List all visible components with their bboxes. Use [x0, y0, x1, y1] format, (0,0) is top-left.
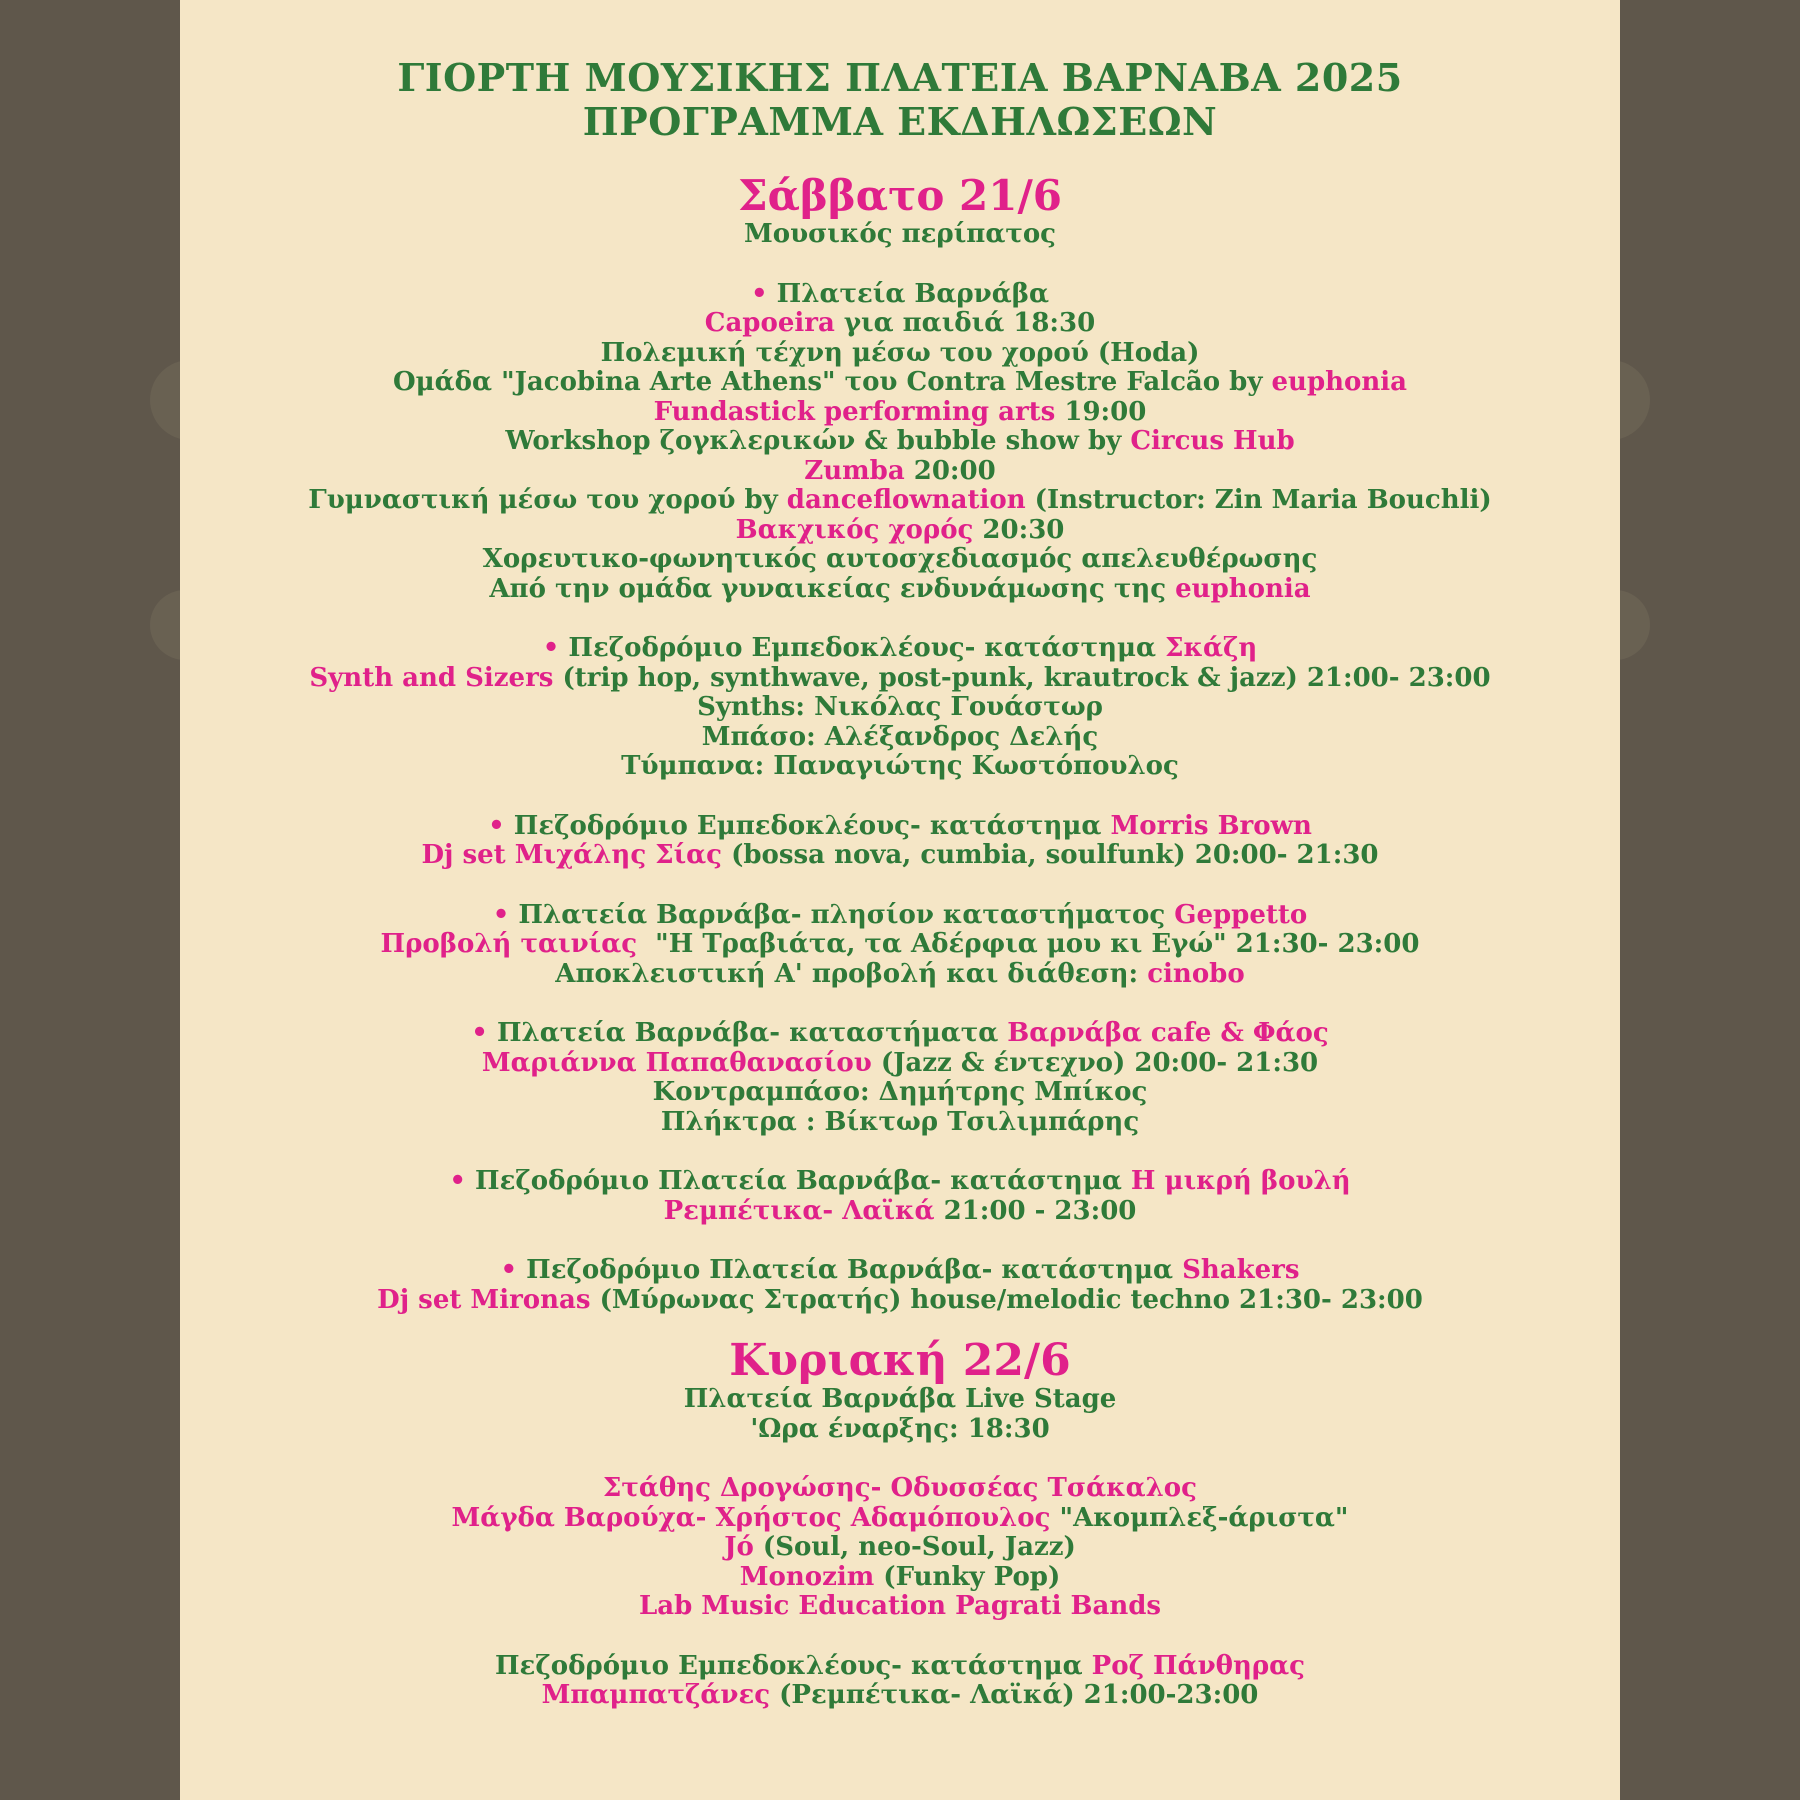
musician: Synths: Νικόλας Γουάστωρ [697, 692, 1103, 722]
act-line: Dj set Mironas (Μύρωνας Στρατής) house/melodic techno 21:30- 23:00 [377, 1284, 1423, 1315]
act-line: Dj set Μιχάλης Σίας (bossa nova, cumbia, soulfunk) 20:00- 21:30 [421, 840, 1379, 870]
saturday-heading: Σάββατο 21/6 [737, 171, 1063, 220]
act-line: Μαριάννα Παπαθανασίου (Jazz & έντεχνο) 20:00- 21:30 [481, 1047, 1319, 1078]
title-line-1: ΓΙΟΡΤΗ ΜΟΥΣΙΚΗΣ ΠΛΑΤΕΙΑ ΒΑΡΝΑΒΑ 2025 [397, 55, 1403, 100]
lineup-item: Lab Music Education Pagrati Bands [638, 1591, 1162, 1621]
venue-heading: • Πλατεία Βαρνάβα- καταστήματα Βαρνάβα cafe & Φάος [471, 1018, 1329, 1048]
bullet-icon: • [500, 1255, 518, 1285]
act-desc: Γυμναστική μέσω του χορού by danceflownation (Instructor: Zin Maria Bouchli) [308, 485, 1492, 515]
act-line: Capoeira για παιδιά 18:30 [704, 308, 1096, 338]
act-desc: Πολεμική τέχνη μέσω του χορού (Hoda) [600, 337, 1200, 368]
lineup-item: Monozim (Funky Pop) [739, 1561, 1061, 1592]
saturday-subtitle: Μουσικός περίπατος [743, 219, 1057, 249]
act-line: Zumba 20:00 [804, 455, 996, 486]
sunday-start-time: 'Ωρα έναρξης: 18:30 [750, 1413, 1050, 1444]
venue-heading: • Πλατεία Βαρνάβα- πλησίον καταστήματος Geppetto [492, 899, 1308, 930]
event-poster [180, 0, 1620, 1800]
act-desc: Ομάδα "Jacobina Arte Athens" του Contra Mestre Falcão by euphonia [392, 367, 1407, 397]
act-line: Fundastick performing arts 19:00 [653, 396, 1147, 427]
bullet-icon: • [449, 1166, 466, 1196]
lineup-item: Στάθης Δρογώσης- Οδυσσέας Τσάκαλος [603, 1473, 1197, 1503]
act-line: Μπαμπατζάνες (Ρεμπέτικα- Λαϊκά) 21:00-23:00 [541, 1680, 1259, 1710]
poster-title [180, 0, 1620, 144]
title-line-2: ΠΡΟΓΡΑΜΜΑ ΕΚΔΗΛΩΣΕΩΝ [582, 99, 1218, 144]
act-line: Προβολή ταινίας "Η Τραβιάτα, τα Αδέρφια μου κι Εγώ" 21:30- 23:00 [380, 929, 1420, 959]
musician: Πλήκτρα : Βίκτωρ Τσιλιμπάρης [660, 1106, 1140, 1137]
venue-heading: Πεζοδρόμιο Εμπεδοκλέους- κατάστημα Ροζ Πάνθηρας [494, 1650, 1305, 1681]
bullet-icon: • [471, 1018, 488, 1048]
venue-heading: • Πεζοδρόμιο Πλατεία Βαρνάβα- κατάστημα Shakers [500, 1255, 1300, 1285]
bullet-icon: • [542, 633, 560, 663]
venue-heading: • Πεζοδρόμιο Πλατεία Βαρνάβα- κατάστημα Η μικρή βουλή [449, 1166, 1351, 1196]
lineup-item: Jó (Soul, neo-Soul, Jazz) [724, 1532, 1076, 1562]
sunday-heading: Κυριακή 22/6 [729, 1335, 1071, 1386]
venue-heading: • Πεζοδρόμιο Εμπεδοκλέους- κατάστημα Σκάζη [542, 633, 1258, 663]
venue-heading: • Πλατεία Βαρνάβα [750, 278, 1049, 309]
sunday-stage: Πλατεία Βαρνάβα Live Stage [683, 1384, 1117, 1414]
musician: Κοντραμπάσο: Δημήτρης Μπίκος [652, 1077, 1148, 1107]
act-desc: Αποκλειστική Α' προβολή και διάθεση: cinobo [555, 958, 1245, 989]
act-desc: Workshop ζογκλερικών & bubble show by Circus Hub [505, 426, 1295, 456]
lineup-item: Μάγδα Βαρούχα- Χρήστος Αδαμόπουλος "Ακομπλεξ-άριστα" [451, 1502, 1349, 1533]
act-desc: Χορευτικο-φωνητικός αυτοσχεδιασμός απελευθέρωσης [482, 544, 1318, 574]
act-line: Βακχικός χορός 20:30 [735, 514, 1065, 545]
venue-heading: • Πεζοδρόμιο Εμπεδοκλέους- κατάστημα Morris Brown [488, 810, 1312, 841]
musician: Μπάσο: Αλέξανδρος Δελής [701, 721, 1099, 752]
act-line: Synth and Sizers (trip hop, synthwave, post-punk, krautrock & jazz) 21:00- 23:00 [309, 662, 1491, 693]
musician: Τύμπανα: Παναγιώτης Κωστόπουλος [621, 751, 1179, 781]
bullet-icon: • [750, 278, 768, 309]
act-desc: Από την ομάδα γυναικείας ενδυνάμωσης της euphonia [489, 573, 1311, 604]
act-line: Ρεμπέτικα- Λαϊκά 21:00 - 23:00 [663, 1195, 1137, 1226]
bullet-icon: • [492, 899, 510, 930]
bullet-icon: • [488, 810, 505, 841]
